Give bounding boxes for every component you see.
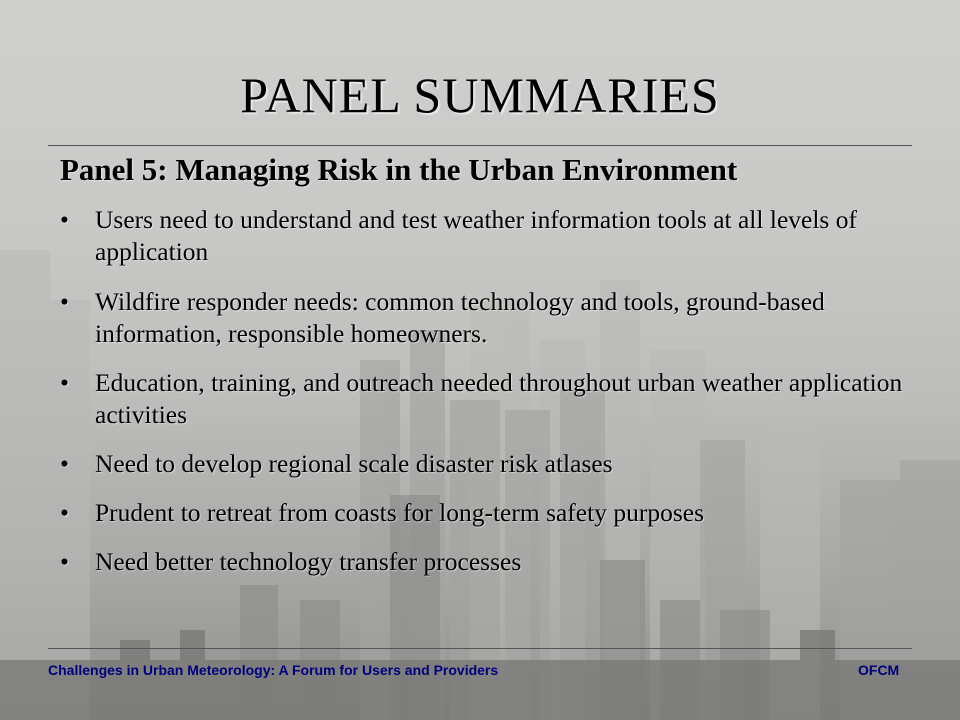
footer-divider — [48, 648, 912, 649]
bullet-item — [60, 286, 910, 350]
bullet-dot: • — [60, 547, 69, 576]
bullet-list — [60, 200, 910, 578]
title-divider — [48, 145, 912, 146]
footer-org-name: OFCM — [858, 662, 900, 678]
bullet-item — [60, 448, 910, 480]
bullet-dot: • — [60, 498, 69, 527]
bullet-item — [60, 497, 910, 529]
bullet-text: Wildfire responder needs: common technology and tools, ground-based information, responsible homeowners. — [95, 287, 825, 348]
bullet-text: Education, training, and outreach needed throughout urban weather application activities — [95, 368, 903, 429]
slide-title: PANEL SUMMARIES — [240, 67, 720, 123]
footer-event-title: Challenges in Urban Meteorology: A Forum for Users and Providers — [48, 662, 499, 678]
bullet-item — [60, 204, 910, 268]
bullet-item — [60, 546, 910, 578]
panel-heading: Panel 5: Managing Risk in the Urban Environment — [60, 152, 738, 187]
bullet-item — [60, 367, 910, 431]
bullet-dot: • — [60, 287, 69, 316]
bullet-text: Users need to understand and test weather information tools at all levels of application — [95, 205, 857, 266]
bullet-text: Need to develop regional scale disaster risk atlases — [95, 449, 613, 478]
bullet-text: Prudent to retreat from coasts for long-term safety purposes — [95, 498, 704, 527]
bullet-dot: • — [60, 205, 69, 234]
bullet-text: Need better technology transfer processes — [95, 547, 522, 576]
bullet-dot: • — [60, 368, 69, 397]
bullet-dot: • — [60, 449, 69, 478]
